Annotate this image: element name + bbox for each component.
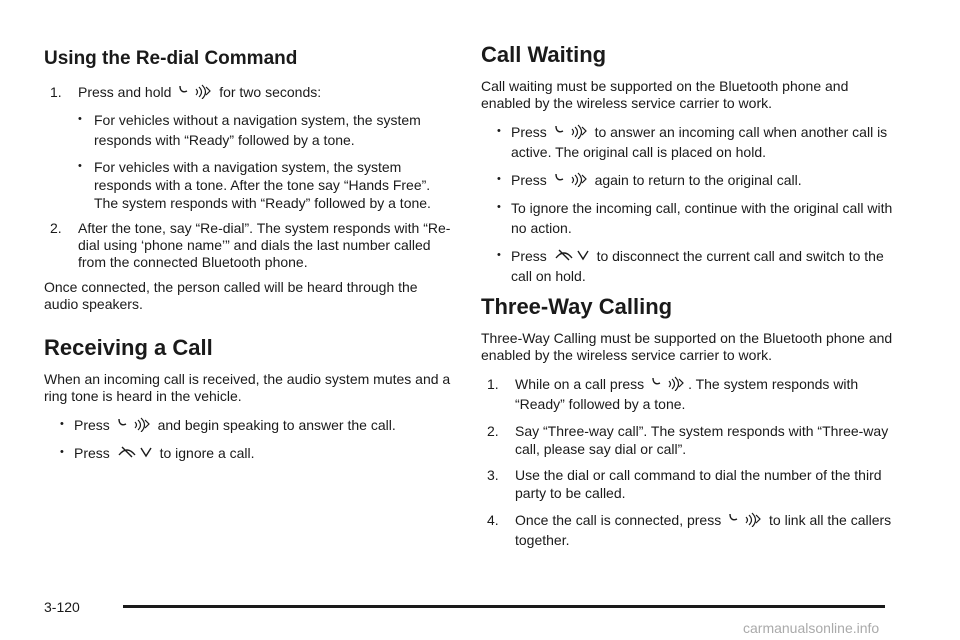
waiting-bullet-2: • Press again to return to the original call.	[497, 172, 802, 188]
footer-rule	[123, 605, 885, 608]
call-waiting-heading: Call Waiting	[481, 42, 607, 67]
redial-sub-bullet-2: • For vehicles with a navigation system, the system responds with a tone. After the tone say “Hands Free”. The system responds with “Ready” followed by a tone.	[78, 159, 431, 211]
three-way-step-3: 3. Use the dial or call command to dial the number of the third party to be called.	[487, 467, 882, 501]
push-to-talk-icon	[554, 123, 588, 139]
redial-sub-bullet-1: • For vehicles without a navigation system, the system responds with “Ready” followed by a tone.	[78, 112, 421, 148]
receiving-heading: Receiving a Call	[44, 335, 213, 360]
three-way-step-1: 1. While on a call press . The system responds with “Ready” followed by a tone.	[487, 376, 859, 412]
push-to-talk-icon	[651, 375, 685, 391]
three-way-intro: Three-Way Calling must be supported on the Bluetooth phone and enabled by the wireless service carrier to work.	[481, 330, 893, 363]
redial-after-text: Once connected, the person called will be heard through the audio speakers.	[44, 279, 418, 312]
three-way-step-2: 2. Say “Three-way call”. The system responds with “Three-way call, please say dial or call”.	[487, 423, 889, 457]
receiving-bullet-1: • Press and begin speaking to answer the call.	[60, 417, 396, 433]
call-waiting-intro: Call waiting must be supported on the Bluetooth phone and enabled by the wireless service carrier to work.	[481, 78, 849, 111]
redial-step-2: 2. After the tone, say “Re-dial”. The system responds with “Re-dial using ‘phone name’” and dials the last number called from the connected Bluetooth phone.	[50, 220, 451, 270]
redial-step-1: 1. Press and hold for two seconds:	[50, 84, 322, 100]
waiting-bullet-1: • Press to answer an incoming call when another call is active. The original call is placed on hold.	[497, 124, 888, 160]
page-number: 3-120	[44, 599, 80, 615]
end-call-icon	[117, 444, 153, 460]
waiting-bullet-3: • To ignore the incoming call, continue with the original call with no action.	[497, 200, 893, 236]
receiving-bullet-2: • Press to ignore a call.	[60, 445, 255, 461]
left-column	[44, 40, 454, 471]
receiving-intro: When an incoming call is received, the audio system mutes and a ring tone is heard in the vehicle.	[44, 371, 451, 404]
push-to-talk-icon	[728, 511, 762, 527]
push-to-talk-icon	[554, 171, 588, 187]
push-to-talk-icon	[178, 83, 212, 99]
three-way-heading: Three-Way Calling	[481, 294, 673, 319]
right-column	[481, 40, 901, 558]
redial-heading: Using the Re-dial Command	[44, 48, 298, 69]
end-call-icon	[554, 247, 590, 263]
three-way-step-4: 4. Once the call is connected, press to link all the callers together.	[487, 512, 892, 548]
watermark: carmanualsonline.info	[743, 620, 880, 636]
push-to-talk-icon	[117, 416, 151, 432]
waiting-bullet-4: • Press to disconnect the current call and switch to the call on hold.	[497, 248, 884, 284]
